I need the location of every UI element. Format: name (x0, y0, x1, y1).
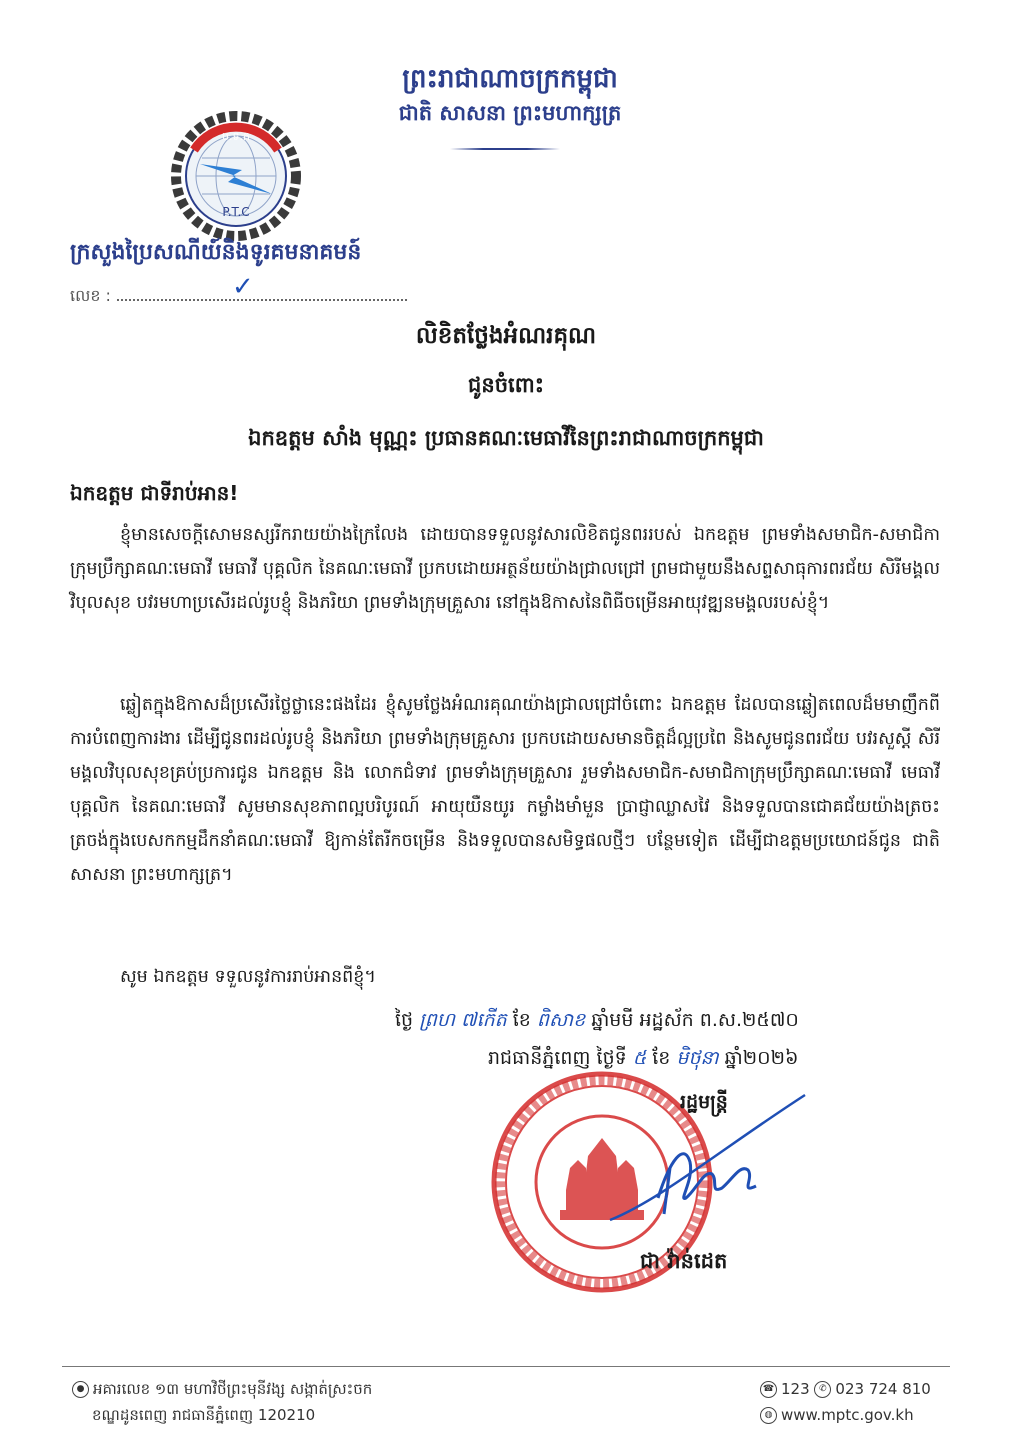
footer-divider (62, 1366, 950, 1367)
kingdom-title: ព្រះរាជាណាចក្រកម្ពុជា (402, 64, 618, 94)
salutation: ឯកឧត្តម ជាទីរាប់អាន! (70, 481, 239, 505)
solar-date (488, 1046, 798, 1074)
body-paragraph-1-text: ខ្ញុំមានសេចក្តីសោមនស្សរីករាយយ៉ាងក្រៃលែង ដោយបានទទួលនូវសារលិខិតជូនពររបស់ ឯកឧត្តម ព្រមទាំងសមាជិក-សមាជិកាក្រុមប្រឹក្សាគណៈមេធាវី មេធាវី បុគ្គលិក នៃគណៈមេធាវី ប្រកបដោយអត្ថន័យយ៉ាងជ្រាលជ្រៅ ព្រមជាមួយនឹងសព្ទសាធុការពរជ័យ សិរីមង្គលវិបុលសុខ បវរមហាប្រសើរដល់រូបខ្ញុំ និងភរិយា ព្រមទាំងក្រុមគ្រួសារ នៅក្នុងឱកាសនៃពិធីចម្រើនអាយុវឌ្ឍនមង្គលរបស់ខ្ញុំ។ (70, 525, 940, 613)
solar-month-label: ខែ (652, 1047, 671, 1069)
solar-year: ឆ្នាំ២០២៦ (724, 1047, 799, 1069)
hotline-icon: ☎ (760, 1381, 777, 1398)
body-paragraph-2-text: ឆ្លៀតក្នុងឱកាសដ៏ប្រសើរថ្លៃថ្លានេះផងដែរ ខ្ញុំសូមថ្លែងអំណរគុណយ៉ាងជ្រាលជ្រៅចំពោះ ឯកឧត្តម ដែលបានឆ្លៀតពេលដ៏មមាញឹកពីការបំពេញការងារ ដើម្បីជូនពរដល់រូបខ្ញុំ និងភរិយា ព្រមទាំងក្រុមគ្រួសារ ប្រកបដោយសមានចិត្តដ៏ល្អប្រពៃ និងសូមជូនពរជ័យ បវរសួស្តី សិរីមង្គលវិបុលសុខគ្រប់ប្រការជូន ឯកឧត្តម និង លោកជំទាវ ព្រមទាំងក្រុមគ្រួសារ រួមទាំងសមាជិក-សមាជិកាក្រុមប្រឹក្សាគណៈមេធាវី មេធាវី បុគ្គលិក នៃគណៈមេធាវី សូមមានសុខភាពល្អបរិបូរណ៍ អាយុយឺនយូរ កម្លាំងមាំមួន ប្រាជ្ញាឈ្លាសវៃ និងទទួលបានជោគជ័យយ៉ាងត្រចះត្រចង់ក្នុងបេសកកម្មដឹកនាំគណៈមេធាវី ឱ្យកាន់តែរីកចម្រើន និងទទួលបានសមិទ្ធផលថ្មីៗ បន្ថែមទៀត ដើម្បីជាឧត្តមប្រយោជន៍ជូន ជាតិ សាសនា ព្រះមហាក្សត្រ។ (70, 695, 940, 885)
website-url[interactable]: www.mptc.gov.kh (781, 1406, 914, 1424)
solar-month: មិថុនា (676, 1047, 719, 1069)
phone-number: 023 724 810 (835, 1380, 931, 1398)
lunar-date (395, 1008, 799, 1036)
handwritten-signature (600, 1090, 820, 1230)
globe-icon: ◍ (760, 1407, 777, 1424)
ministry-name: ក្រសួងប្រៃសណីយ៍និងទូរគមនាគមន៍ (70, 240, 362, 265)
place-prefix: រាជធានីភ្នំពេញ ថ្ងៃទី (488, 1047, 627, 1069)
ministry-logo (170, 110, 302, 242)
logo-text-top: ប.ទ.ក (222, 130, 250, 143)
location-pin-icon: ● (72, 1381, 89, 1398)
phone-numbers (760, 1380, 931, 1398)
reference-dotted-line (117, 285, 407, 301)
body-paragraph-2 (70, 688, 940, 892)
address-line-2: ខណ្ឌដូនពេញ រាជធានីភ្នំពេញ 120210 (92, 1406, 316, 1424)
lunar-month: ពិសាខ (536, 1009, 586, 1031)
header-divider (450, 148, 560, 150)
national-motto: ជាតិ សាសនា ព្រះមហាក្សត្រ (398, 101, 622, 125)
recipient-line: ឯកឧត្តម សាំង មុណ្ណះ ប្រធានគណៈមេធាវីនៃព្រះរាជាណាចក្រកម្ពុជា (248, 426, 764, 450)
lunar-day: ព្រហ ៧កើត (419, 1009, 507, 1031)
phone-icon: ✆ (814, 1381, 831, 1398)
website[interactable] (760, 1406, 914, 1424)
reference-label: លេខ : (70, 286, 111, 305)
logo-text-bottom: P.T.C (222, 205, 250, 219)
signatory-name: ជា វ៉ាន់ដេត (640, 1249, 728, 1273)
body-paragraph-1 (70, 518, 940, 620)
address-line-1 (72, 1380, 372, 1402)
letter-title: លិខិតថ្លែងអំណរគុណ (415, 323, 597, 349)
closing-line (70, 960, 940, 994)
lunar-day-prefix: ថ្ងៃ (395, 1009, 414, 1031)
lunar-year: ឆ្នាំមមី អដ្ឋស័ក ព.ស.២៥៧០ (591, 1009, 799, 1031)
to-label: ជូនចំពោះ (468, 373, 544, 397)
hotline-number: 123 (781, 1380, 810, 1398)
lunar-month-prefix: ខែ (512, 1009, 531, 1031)
checkmark-icon: ✓ (232, 272, 254, 302)
minister-title: រដ្ឋមន្ត្រី (680, 1091, 728, 1113)
address-line-1-text: អគារលេខ ១៣ មហាវិថីព្រះមុនីវង្ស សង្កាត់ស្រះចក (93, 1380, 373, 1398)
closing-line-text: សូម ឯកឧត្តម ទទួលនូវការរាប់អានពីខ្ញុំ។ (120, 967, 376, 987)
solar-day: ៥ (632, 1047, 647, 1069)
